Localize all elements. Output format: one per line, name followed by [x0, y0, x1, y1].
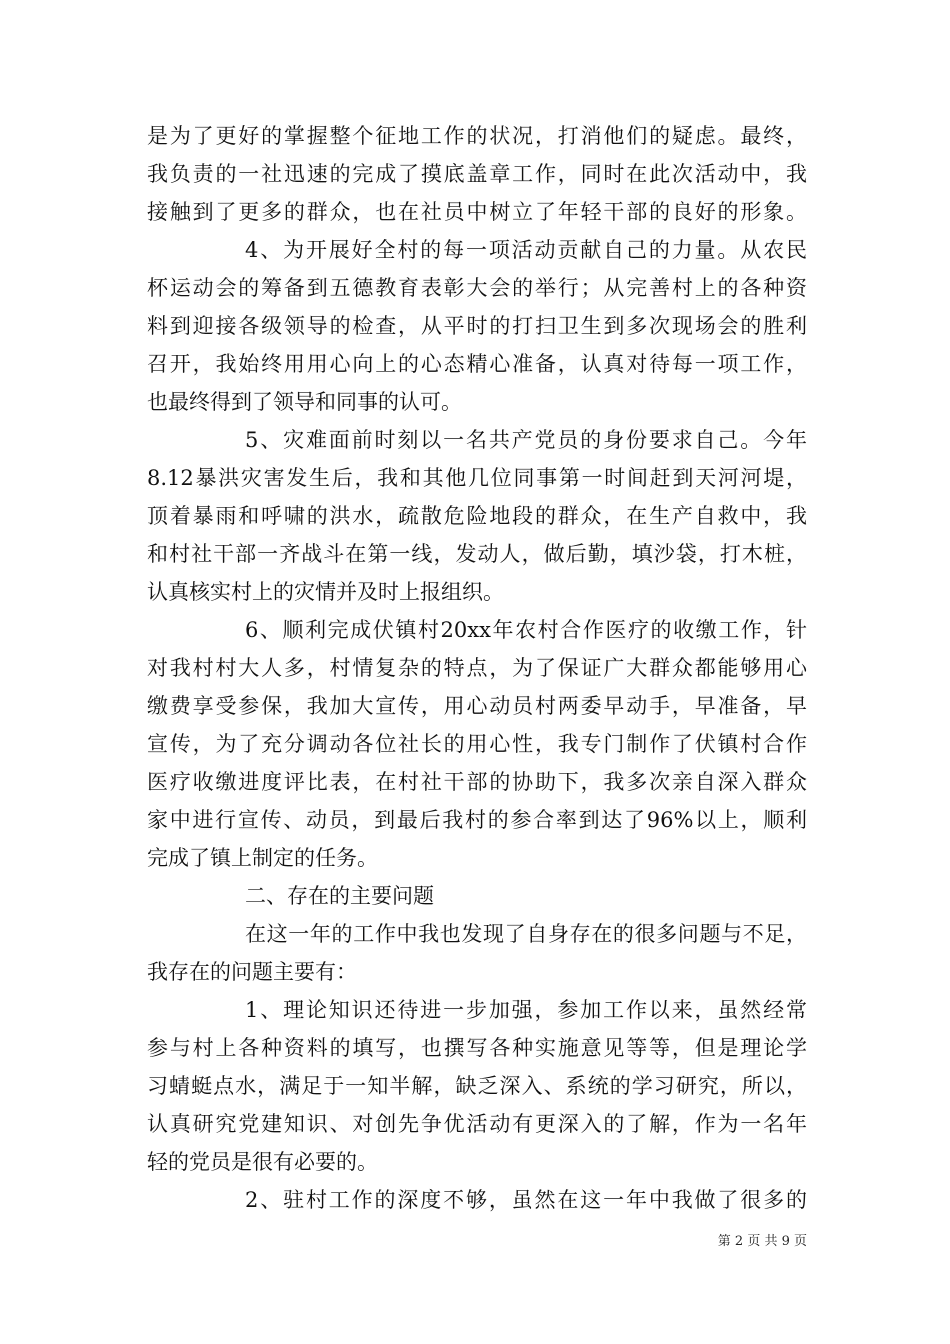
- text-line: 认真研究党建知识、对创先争优活动有更深入的了解，作为一名年: [147, 1112, 807, 1136]
- text-line: 参与村上各种资料的填写，也撰写各种实施意见等等，但是理论学: [147, 1036, 807, 1060]
- text-line: 习蜻蜓点水，满足于一知半解，缺乏深入、系统的学习研究，所以，: [147, 1074, 807, 1098]
- text-line: 宣传，为了充分调动各位社长的用心性，我专门制作了伏镇村合作: [147, 732, 807, 756]
- text-line: 对我村村大人多，村情复杂的特点，为了保证广大群众都能够用心: [147, 656, 807, 680]
- text-line: 我负责的一社迅速的完成了摸底盖章工作，同时在此次活动中，我: [147, 162, 807, 186]
- paragraph-start-line: 5、灾难面前时刻以一名共产党员的身份要求自己。今年: [245, 428, 807, 452]
- text-line: 是为了更好的掌握整个征地工作的状况，打消他们的疑虑。最终，: [147, 124, 807, 148]
- text-line: 8.12暴洪灾害发生后，我和其他几位同事第一时间赶到天河河堤，: [147, 466, 807, 490]
- text-line: 家中进行宣传、动员，到最后我村的参合率到达了96%以上，顺利: [147, 808, 807, 832]
- text-line: 也最终得到了领导和同事的认可。: [147, 390, 462, 414]
- text-line: 医疗收缴进度评比表，在村社干部的协助下，我多次亲自深入群众: [147, 770, 807, 794]
- text-line: 接触到了更多的群众，也在社员中树立了年轻干部的良好的形象。: [147, 200, 807, 224]
- text-line: 顶着暴雨和呼啸的洪水，疏散危险地段的群众，在生产自救中，我: [147, 504, 807, 528]
- paragraph-start-line: 在这一年的工作中我也发现了自身存在的很多问题与不足，: [245, 922, 807, 946]
- text-line: 杯运动会的筹备到五德教育表彰大会的举行；从完善村上的各种资: [147, 276, 807, 300]
- paragraph-start-line: 1、理论知识还待进一步加强，参加工作以来，虽然经常: [245, 998, 807, 1022]
- text-line: 我存在的问题主要有：: [147, 960, 357, 984]
- paragraph-start-line: 6、顺利完成伏镇村20xx年农村合作医疗的收缴工作，针: [245, 618, 807, 642]
- page-number-footer: 第 2 页 共 9 页: [717, 1234, 807, 1249]
- paragraph-start-line: 4、为开展好全村的每一项活动贡献自己的力量。从农民: [245, 238, 807, 262]
- section-heading: 二、存在的主要问题: [245, 884, 434, 908]
- text-line: 完成了镇上制定的任务。: [147, 846, 378, 870]
- text-line: 和村社干部一齐战斗在第一线，发动人，做后勤，填沙袋，打木桩，: [147, 542, 807, 566]
- text-line: 认真核实村上的灾情并及时上报组织。: [147, 580, 504, 604]
- text-line: 轻的党员是很有必要的。: [147, 1150, 378, 1174]
- text-line: 料到迎接各级领导的检查，从平时的打扫卫生到多次现场会的胜利: [147, 314, 807, 338]
- text-line: 召开，我始终用用心向上的心态精心准备，认真对待每一项工作，: [147, 352, 807, 376]
- text-line: 缴费享受参保，我加大宣传，用心动员村两委早动手，早准备，早: [147, 694, 807, 718]
- paragraph-start-line: 2、驻村工作的深度不够，虽然在这一年中我做了很多的: [245, 1188, 807, 1212]
